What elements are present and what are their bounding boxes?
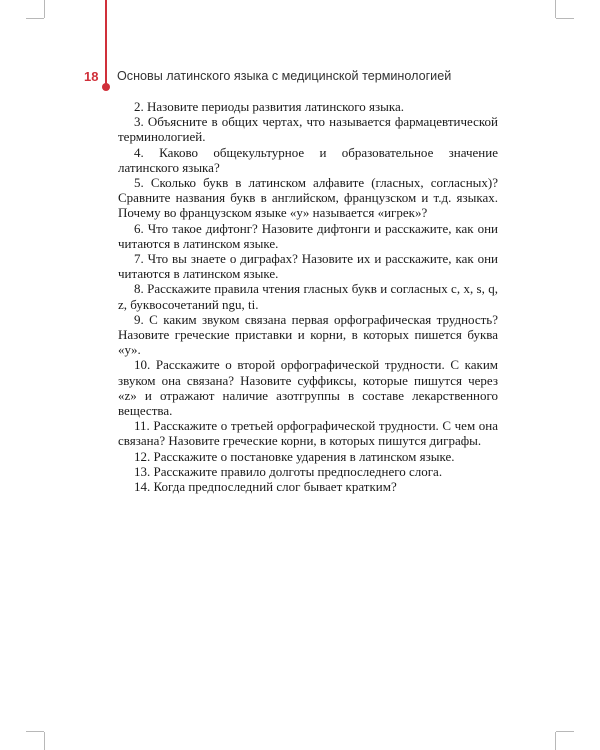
question-item: 11. Расскажите о третьей орфографической трудности. С чем она связана? Назовите греческие корни, в которых пишутся диграфы.	[118, 418, 498, 449]
question-item: 3. Объясните в общих чертах, что называется фармацевтической терминологией.	[118, 114, 498, 145]
crop-mark	[555, 0, 556, 18]
crop-mark	[44, 0, 45, 18]
crop-mark	[556, 731, 574, 732]
question-item: 12. Расскажите о постановке ударения в латинском языке.	[134, 448, 455, 464]
question-item: 13. Расскажите правило долготы предпоследнего слога.	[134, 463, 443, 479]
crop-mark	[556, 18, 574, 19]
crop-mark	[26, 731, 44, 732]
question-item: 10. Расскажите о второй орфографической трудности. С каким звуком она связана? Назовите суффиксы, которые пишутся через «z» и отражают наличие азотгруппы в составе лекарственного вещества.	[118, 357, 498, 419]
crop-mark	[555, 732, 556, 750]
question-item: 4. Каково общекультурное и образовательное значение латинского языка?	[118, 144, 498, 175]
header-rule	[105, 0, 107, 85]
page-number: 18	[84, 69, 99, 84]
header-rule-dot	[102, 83, 110, 91]
question-item: 7. Что вы знаете о диграфах? Назовите их и расскажите, как они читаются в латинском языке.	[118, 251, 498, 282]
question-item: 9. С каким звуком связана первая орфографическая трудность? Назовите греческие приставки и корни, в которых пишется буква «y».	[118, 311, 498, 358]
question-item: 6. Что такое дифтонг? Назовите дифтонги и расскажите, как они читаются в латинском языке.	[118, 220, 498, 251]
question-item: 2. Назовите периоды развития латинского языка.	[134, 99, 404, 114]
crop-mark	[26, 18, 44, 19]
question-item: 8. Расскажите правила чтения гласных букв и согласных c, x, s, q, z, буквосочетаний ngu, ti.	[118, 281, 498, 312]
crop-mark	[44, 732, 45, 750]
running-title: Основы латинского языка с медицинской терминологией	[117, 69, 452, 83]
question-list	[118, 99, 498, 494]
question-item: 14. Когда предпоследний слог бывает кратким?	[134, 479, 397, 495]
question-item: 5. Сколько букв в латинском алфавите (гласных, согласных)? Сравните названия букв в английском, французском и т.д. языках. Почему во французском языке «y» называется «игрек»?	[118, 175, 498, 221]
